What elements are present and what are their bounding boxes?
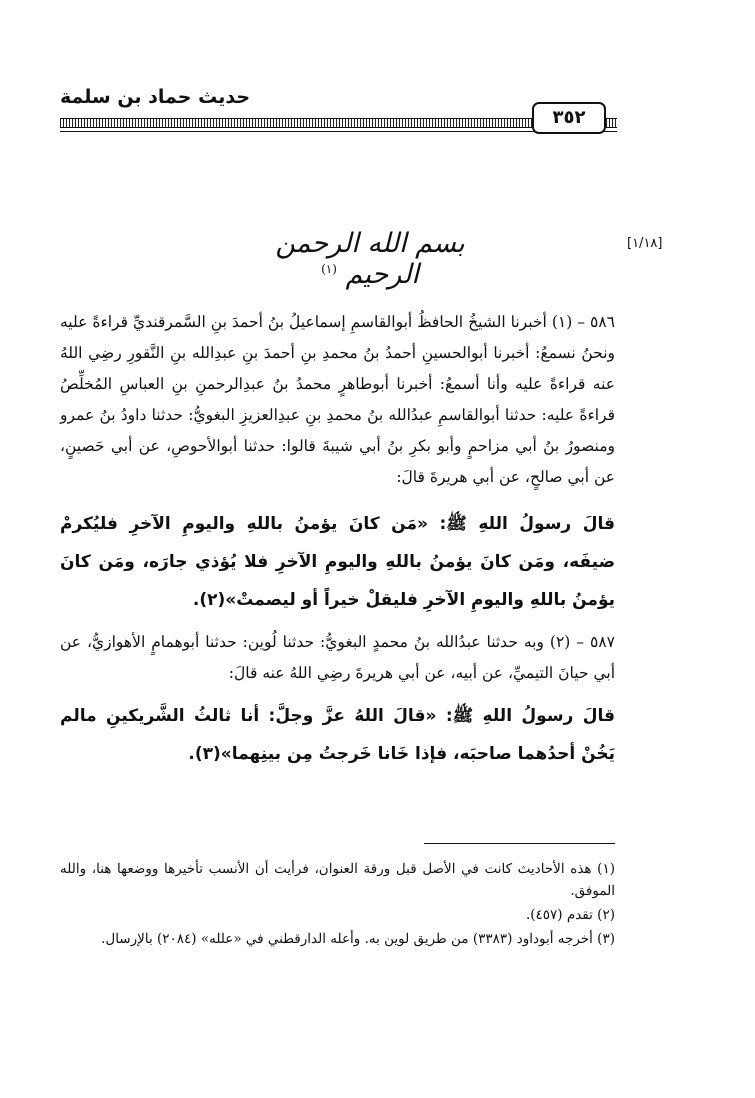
- basmala: [240, 228, 500, 290]
- running-title: حديث حماد بن سلمة: [60, 86, 251, 108]
- page-number: ٣٥٢: [532, 102, 606, 134]
- hadith-586-isnad: ٥٨٦ – (١) أخبرنا الشيخُ الحافظُ أبوالقاسمِ إسماعيلُ بنُ أحمدَ بنِ السَّمرقنديِّ قراءةً عليه ونحنُ نسمعُ: أخبرنا أبوالحسينِ أحمدُ بنُ محمدِ بنِ أحمدَ بنِ عبدِالله بنِ النَّقورِ رضِي اللهُ عنه قراءةً عليه وأنا أسمعُ: أخبرنا أبوطاهرٍ محمدُ بنُ عبدِالرحمنِ بنِ العباسِ المُخلِّصُ قراءةً عليه: حدثنا أبوالقاسمِ عبدُالله بنُ محمدِ بنِ عبدِالعزيزِ البغويُّ: حدثنا داودُ بنُ عمرو ومنصورُ بنُ أبي مزاحمٍ وأبو بكرِ بنُ أبي شيبةَ قالوا: حدثنا أبوالأحوصِ، عن أبي حَصينٍ، عن أبي صالحٍ، عن أبي هريرةَ قالَ:: [60, 313, 616, 486]
- hadith-587-matn: قالَ رسولُ اللهِ ﷺ: «قالَ اللهُ عزَّ وجلَّ: أنا ثالثُ الشَّريكينِ مالم يَخُنْ أحدُهما صاحبَه، فإذا خَانا خَرجتُ مِن بينِهما»(٣).: [60, 706, 615, 764]
- basmala-footnote-marker: (١): [321, 262, 337, 276]
- footnote-2: (٢) تقدم (٤٥٧).: [525, 907, 615, 923]
- hadith-587-isnad: ٥٨٧ – (٢) وبه حدثنا عبدُالله بنُ محمدٍ البغويُّ: حدثنا لُوين: حدثنا أبوهمامٍ الأهوازيُّ، عن أبي حيانَ التيميِّ، عن أبيه، عن أبي هريرةَ رضِي اللهُ عنه قالَ:: [60, 633, 615, 682]
- footnote-1: (١) هذه الأحاديث كانت في الأصل قبل ورقة العنوان، فرأيت أن الأنسب تأخيرها ووضعها هنا، والله الموفق.: [60, 861, 615, 899]
- footnote-separator: [424, 843, 615, 844]
- footnotes: [60, 858, 615, 952]
- basmala-text: بسم الله الرحمن الرحيم: [275, 228, 465, 290]
- main-text: [60, 307, 615, 773]
- footnote-3: (٣) أخرجه أبوداود (٣٣٨٣) من طريق لوين به. وأعله الدارقطني في «علله» (٢٠٨٤) بالإرسال.: [101, 931, 615, 947]
- hadith-586-matn: قالَ رسولُ اللهِ ﷺ: «مَن كانَ يؤمنُ باللهِ واليومِ الآخرِ فليُكرمْ ضيفَه، ومَن كانَ يؤمنُ باللهِ واليومِ الآخرِ فلا يُؤذي جارَه، ومَن كانَ يؤمنُ باللهِ واليومِ الآخرِ فليقلْ خيراً أو ليصمتْ»(٢).: [60, 514, 615, 610]
- manuscript-folio-ref: [١/١٨]: [627, 236, 663, 251]
